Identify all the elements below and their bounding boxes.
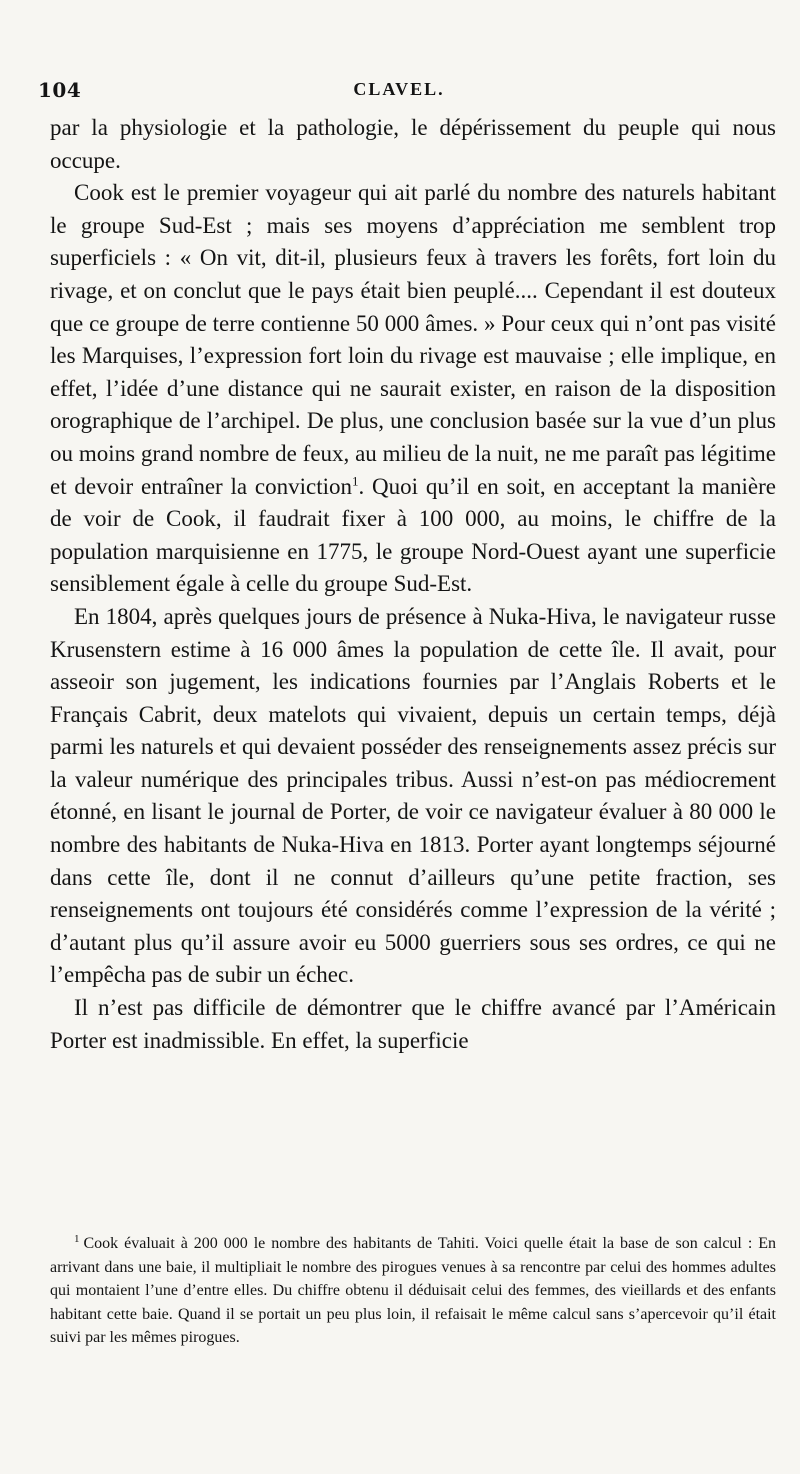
footnote-reference: 1 — [351, 472, 359, 488]
body-text — [50, 112, 776, 1057]
footnote-text: Cook évaluait à 200 000 le nombre des habitants de Tahiti. Voici quelle était la base de son calcul : En arrivant dans une baie, il multipliait le nombre des pirogues venues à sa rencontre par celui des hommes adultes qui montaient l’une d’entre elles. Du chiffre obtenu il déduisait celui des femmes, des vieillards et des enfants habitant cette baie. Quand il se portait un peu plus loin, il refaisait le même calcul sans s’apercevoir qu’il était suivi par les mêmes pirogues. — [50, 1235, 776, 1346]
running-title: CLAVEL. — [353, 79, 445, 99]
footnote-mark: 1 — [74, 1232, 80, 1245]
paragraph-2-part-1: Cook est le premier voyageur qui ait parlé du nombre des naturels habitant le groupe Sud-Est ; mais ses moyens d’appréciation me semblent trop superficiels : « On vit, dit-il, plusieurs feux à travers les forêts, fort loin du rivage, et on conclut que le pays était bien peuplé.... Cependant il est douteux que ce groupe de terre contienne 50 000 âmes. » Pour ceux qui n’ont pas visité les Marquises, l’expression fort loin du rivage est mauvaise ; elle implique, en effet, l’idée d’une distance qui ne saurait exister, en raison de la disposition orographique de l’archipel. De plus, une conclusion basée sur la vue d’un plus ou moins grand nombre de feux, au milieu de la nuit, ne me paraît pas légitime et devoir entraîner la conviction — [50, 180, 776, 499]
page-header — [38, 78, 760, 104]
paragraph-4: Il n’est pas difficile de démontrer que le chiffre avancé par l’Américain Porter est inadmissible. En effet, la superficie — [50, 995, 776, 1053]
footnotes — [50, 1232, 776, 1350]
footnote — [50, 1232, 776, 1350]
paragraph-1: par la physiologie et la pathologie, le dépérissement du peuple qui nous occupe. — [50, 115, 776, 173]
paragraph-2 — [50, 177, 776, 601]
paragraph-3: En 1804, après quelques jours de présence à Nuka-Hiva, le navigateur russe Krusenstern estime à 16 000 âmes la population de cette île. Il avait, pour asseoir son jugement, les indications fournies par l’Anglais Roberts et le Français Cabrit, deux matelots qui vivaient, depuis un certain temps, déjà parmi les naturels et qui devaient posséder des renseignements assez précis sur la valeur numérique des principales tribus. Aussi n’est-on pas médiocrement étonné, en lisant le journal de Porter, de voir ce navigateur évaluer à 80 000 le nombre des habitants de Nuka-Hiva en 1813. Porter ayant longtemps séjourné dans cette île, dont il ne connut d’ailleurs qu’une petite fraction, ses renseignements ont toujours été considérés comme l’expression de la vérité ; d’autant plus qu’il assure avoir eu 5000 guerriers sous ses ordres, ce qui ne l’empêcha pas de subir un échec. — [50, 603, 776, 988]
page-number: 104 — [38, 78, 82, 102]
paragraph-2-part-2: . Quoi qu’il en soit, en acceptant la manière de voir de Cook, il faudrait fixer à 100 000, au moins, le chiffre de la population marquisienne en 1775, le groupe Nord-Ouest ayant une superficie sensiblement égale à celle du groupe Sud-Est. — [50, 473, 776, 597]
